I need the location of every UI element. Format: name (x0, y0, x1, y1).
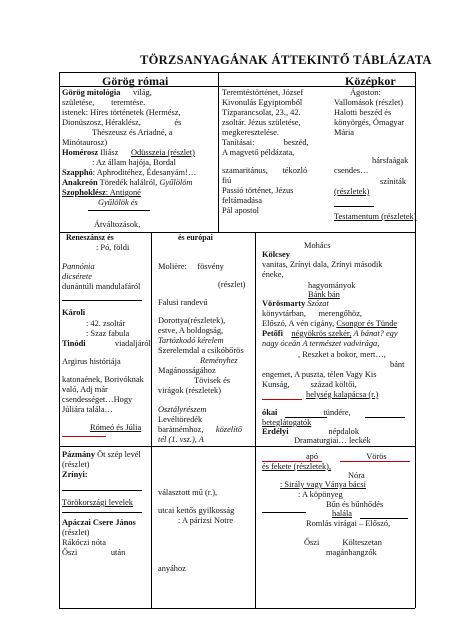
greek-l2b: teremtése. (111, 98, 146, 107)
rom-l16: ókai (262, 408, 278, 417)
bl-underline-1 (62, 490, 142, 491)
bl-l5: Apáczai Csere János (62, 518, 136, 527)
rom-l18: Erdélyi (262, 427, 289, 436)
br-l4: : Sirály vagy Ványa bácsi (280, 480, 366, 489)
greek-l11b: : Antigoné (105, 188, 141, 197)
column-divider-b (255, 232, 256, 608)
rom-l18b: népdalok (328, 427, 360, 436)
rom-row-7 (262, 309, 362, 319)
table-border-left (59, 72, 60, 608)
rom-l9: Petőfi (262, 329, 283, 338)
header-greek-roman: Görög római (102, 74, 169, 88)
bl-l2: (részlet) (62, 460, 90, 469)
med-l7: csendes… (334, 166, 369, 175)
eu-l3: Falusi randevú (158, 298, 208, 307)
rom-l19b: leckék (348, 436, 371, 445)
rom-l2: vanitas, Zrínyi dala, Zrínyi második (262, 260, 383, 269)
eu-l14b: közelítő (215, 425, 242, 434)
eu-l11: virágok (részletek) (158, 386, 222, 395)
rom-l7: könyvtárban, (262, 309, 306, 318)
rom-l6: Vörösmarty (262, 299, 306, 308)
rom-l4: hagyományok (308, 281, 356, 290)
greek-cell (62, 88, 152, 98)
ren-l13: Júliára talála… (62, 405, 113, 414)
rom-l10: nagy óceán (262, 339, 301, 348)
med-l5: Mária (334, 128, 354, 137)
eu-l2: (részlet) (218, 280, 246, 289)
greek-l13: Átváltozások, (94, 220, 141, 229)
br-l9b: Költeszetan (342, 538, 382, 547)
br-underline-3 (262, 512, 306, 513)
ren-l7: : Szaz fabula (86, 329, 130, 338)
column-divider-top (218, 72, 219, 233)
eu-l9: Magánosságához (158, 366, 216, 375)
rom-row-6 (262, 299, 329, 309)
rom-l19: Dramaturgiai… (294, 436, 347, 445)
greek-l10d: Gyűlölöm (159, 178, 193, 187)
eu-l12: Osztályrészem (158, 405, 207, 414)
ren-underline-1 (62, 300, 142, 301)
rom-l17: beteglátogatók (262, 418, 312, 427)
bl-l4: Törökországi levelek (62, 498, 133, 507)
ren-l4: dunántúli mandulafáról (62, 282, 141, 291)
eu-l15: tél (1. vsz.), A (158, 435, 204, 444)
mid-l8: szamaritánus, (222, 166, 268, 175)
br-l9: Őszi (304, 538, 320, 547)
greek-l9: Szapphó (62, 168, 93, 177)
ren-l8b: viadaljáról (114, 339, 151, 348)
rom-l14b: század költői, (310, 380, 357, 389)
br-l6: Bűn és bűnhődés (326, 500, 384, 509)
rom-l14: Kunság, (262, 380, 290, 389)
mid-l6: Tanításai: (222, 138, 255, 147)
greek-l5: Thészeusz és Ariadné, a (92, 128, 173, 137)
subheader-mohacs: Mohács (304, 241, 331, 250)
ren-l8: Tinódi (62, 339, 86, 348)
mid-l8b: tékozló (282, 166, 308, 175)
greek-l11: Szophoklész (62, 188, 106, 197)
eu-l10: Tövisek és (194, 376, 231, 385)
rom-l8b: Csongor és Tünde (336, 319, 398, 328)
greek-l3: istenek: Híres történetek (Hermész, (62, 108, 181, 117)
greek-l4b: és (174, 118, 182, 127)
greek-row-11 (62, 188, 141, 198)
br-l1: apó (305, 452, 319, 461)
greek-l2: születése, (62, 98, 95, 107)
ren-row-8 (62, 339, 151, 349)
med-l6: hársfaágak (372, 156, 409, 165)
br-l2: és fekete (részletek), (262, 462, 332, 471)
rom-row-10 (262, 339, 379, 349)
header-middle-ages: Középkor (345, 74, 396, 88)
mid-l3: Tízparancsolat, 23., 42. (222, 108, 301, 117)
bl-row-1 (62, 450, 141, 460)
br-l3: Nóra (348, 471, 365, 480)
mid-l6b: beszéd, (283, 138, 309, 147)
eu-l6: Tartózkodó kérelem (158, 336, 224, 345)
greek-row-9 (62, 168, 196, 178)
ren-l2: Pannónia (62, 262, 95, 271)
rom-row-19 (294, 436, 371, 446)
bl-underline-2 (62, 512, 142, 513)
med-l1: Ágoston: (350, 88, 381, 97)
bl-l3: Zrínyi: (62, 470, 88, 479)
eu-row-14 (158, 425, 242, 435)
greek-l1b: világ, (132, 88, 152, 97)
bl-l7: Rákóczi nóta (62, 538, 106, 547)
med-l2: Vallomások (részlet) (334, 98, 404, 107)
ren-l12: csendességet…Hogy (62, 395, 133, 404)
greek-l9b: : Aphroditéhez, Édesanyám!… (92, 168, 197, 177)
table-border-bottom (59, 608, 415, 609)
bl-l6: (részlet) (62, 528, 90, 537)
br-red-underline-2 (340, 461, 410, 462)
greek-row-10 (62, 178, 192, 188)
mid-l12: Pál apostol (222, 206, 259, 215)
bm-l1: választott mű (r.), (158, 488, 218, 497)
greek-l7b: Iliász (100, 148, 119, 157)
rom-l7b: merengőhöz, (318, 309, 363, 318)
mid-l10: Passió történet, Jézus (222, 186, 294, 195)
table-border-right (415, 72, 416, 608)
eu-l1: Molière: (158, 262, 187, 271)
bl-l1b: Öt szép levél (97, 450, 141, 459)
bl-l1: Pázmány (62, 450, 96, 459)
greek-row-2 (62, 98, 145, 108)
br-row-9 (304, 538, 382, 548)
ren-l14: Rómeó és Júlia (90, 423, 142, 432)
eu-l14: barátnémhoz, (158, 425, 204, 434)
mid-l11: feltámadása (222, 196, 262, 205)
med-l8: színiták (380, 177, 407, 186)
mid-row-8 (222, 166, 307, 176)
rom-l9c: A bánat? egy (353, 329, 398, 338)
ren-l11: való, Adj már (62, 385, 108, 394)
greek-l7: Homérosz (62, 148, 99, 157)
eu-l1b: fösvény (197, 262, 224, 271)
rom-l6b: Szózat (307, 299, 329, 308)
ren-l6: : 42. zsoltár (86, 319, 126, 328)
eu-row-1 (158, 262, 224, 272)
greek-l10b: Töredék (99, 178, 128, 187)
rom-row-9 (262, 329, 398, 339)
greek-row-4 (62, 118, 181, 128)
br-l7: halála (332, 509, 352, 518)
subheader-european: és európai (178, 233, 213, 242)
greek-row-7 (62, 148, 195, 158)
greek-l8: : Az állam hajója, Bordal (92, 158, 176, 167)
rom-l1: Kölcsey (262, 250, 290, 259)
bm-l4: anyához (158, 564, 186, 573)
bm-l3: : A párizsi Notre (178, 516, 234, 525)
row-divider-2 (59, 446, 415, 447)
rom-l15: helység kalapácsa (r.) (306, 390, 379, 399)
eu-l5: estve, A boldogság, (158, 326, 224, 335)
mid-l2: Kivonulás Egyiptomból (222, 98, 303, 107)
med-l3: Halotti beszéd és (334, 108, 392, 117)
med-l4: könyörgés, Ómagyar (334, 118, 405, 127)
rom-l10b: A természet vadvirága, (302, 339, 380, 348)
greek-l10c: halálról, (129, 178, 158, 187)
rom-red-underline-1 (262, 399, 302, 400)
eu-l13: Levéltöredék (158, 415, 203, 424)
bl-l8b: után (110, 548, 126, 557)
rom-row-8 (262, 319, 397, 329)
rom-l5: Bánk bán (308, 290, 340, 299)
page-title: TÖRZSANYAGÁNAK ÁTTEKINTŐ TÁBLÁZATA (140, 53, 432, 67)
greek-underline (88, 210, 150, 211)
greek-l10: Anakreón (62, 178, 98, 187)
ren-l3: dicsérete (62, 272, 92, 281)
bl-l8: Őszi (62, 548, 78, 557)
greek-l6: Minótaurosz) (62, 138, 108, 147)
rom-underline-3 (365, 417, 405, 418)
mid-l4: zsoltár. Jézus születése, (222, 118, 301, 127)
ren-l5: Károli (62, 308, 86, 317)
rom-l9b: négyökrös szekér, (291, 329, 352, 338)
table-border-top (59, 72, 415, 73)
med-l10: Testamentum (részletek) (334, 212, 417, 221)
br-l5: : A köpönyeg (298, 490, 343, 499)
rom-l13: engemet, A puszta, télen Vagy Kis (262, 370, 377, 379)
ren-l9: Argirus históriája (62, 357, 121, 366)
mid-l9: fiú (222, 176, 232, 185)
eu-l8: Reményhez (200, 356, 238, 365)
eu-l4: Dorottya(részletek), (158, 316, 226, 325)
med-l9: (részletek) (334, 187, 370, 196)
greek-l12: Gyűlölök és (98, 198, 138, 207)
bl-row-8 (62, 548, 125, 558)
ren-red-underline (62, 436, 106, 437)
eu-l7: Szerelemdal a csikóbőrös (158, 346, 244, 355)
br-l1b: Vörös (366, 452, 387, 461)
greek-l7c: Odüsszeia (részlet) (130, 148, 195, 157)
ren-l10: katonaének, Borivóknak (62, 375, 144, 384)
mid-l7: A magvető példázata, (222, 148, 295, 157)
mid-l1: Teremtéstörténet, József (222, 88, 304, 97)
column-divider-a (151, 232, 152, 608)
bm-l2: utcai kettős gyilkosság (158, 506, 235, 515)
greek-l4: Dionüszosz, Héraklész, (62, 118, 141, 127)
br-l8: Romlás virágai – Előszó, (306, 519, 391, 528)
rom-l12: bánt (390, 360, 405, 369)
rom-l8: Előszó, A vén cigány, (262, 319, 335, 328)
greek-l1: Görög mitológia (62, 88, 121, 97)
mid-l5: megkeresztelése. (222, 128, 279, 137)
subheader-renaissance: Reneszánsz és (66, 233, 114, 242)
rom-row-14 (262, 380, 357, 390)
br-l10: magánhangzók (326, 548, 377, 557)
rom-l11: , Reszket a bokor, mert…, (298, 350, 386, 359)
ren-l1: : Pó, földi (96, 243, 130, 252)
mid-row-6 (222, 138, 309, 148)
rom-l3: éneke, (262, 270, 284, 279)
med-underline-1 (334, 206, 374, 207)
rom-l16b: tündére, (323, 408, 351, 417)
